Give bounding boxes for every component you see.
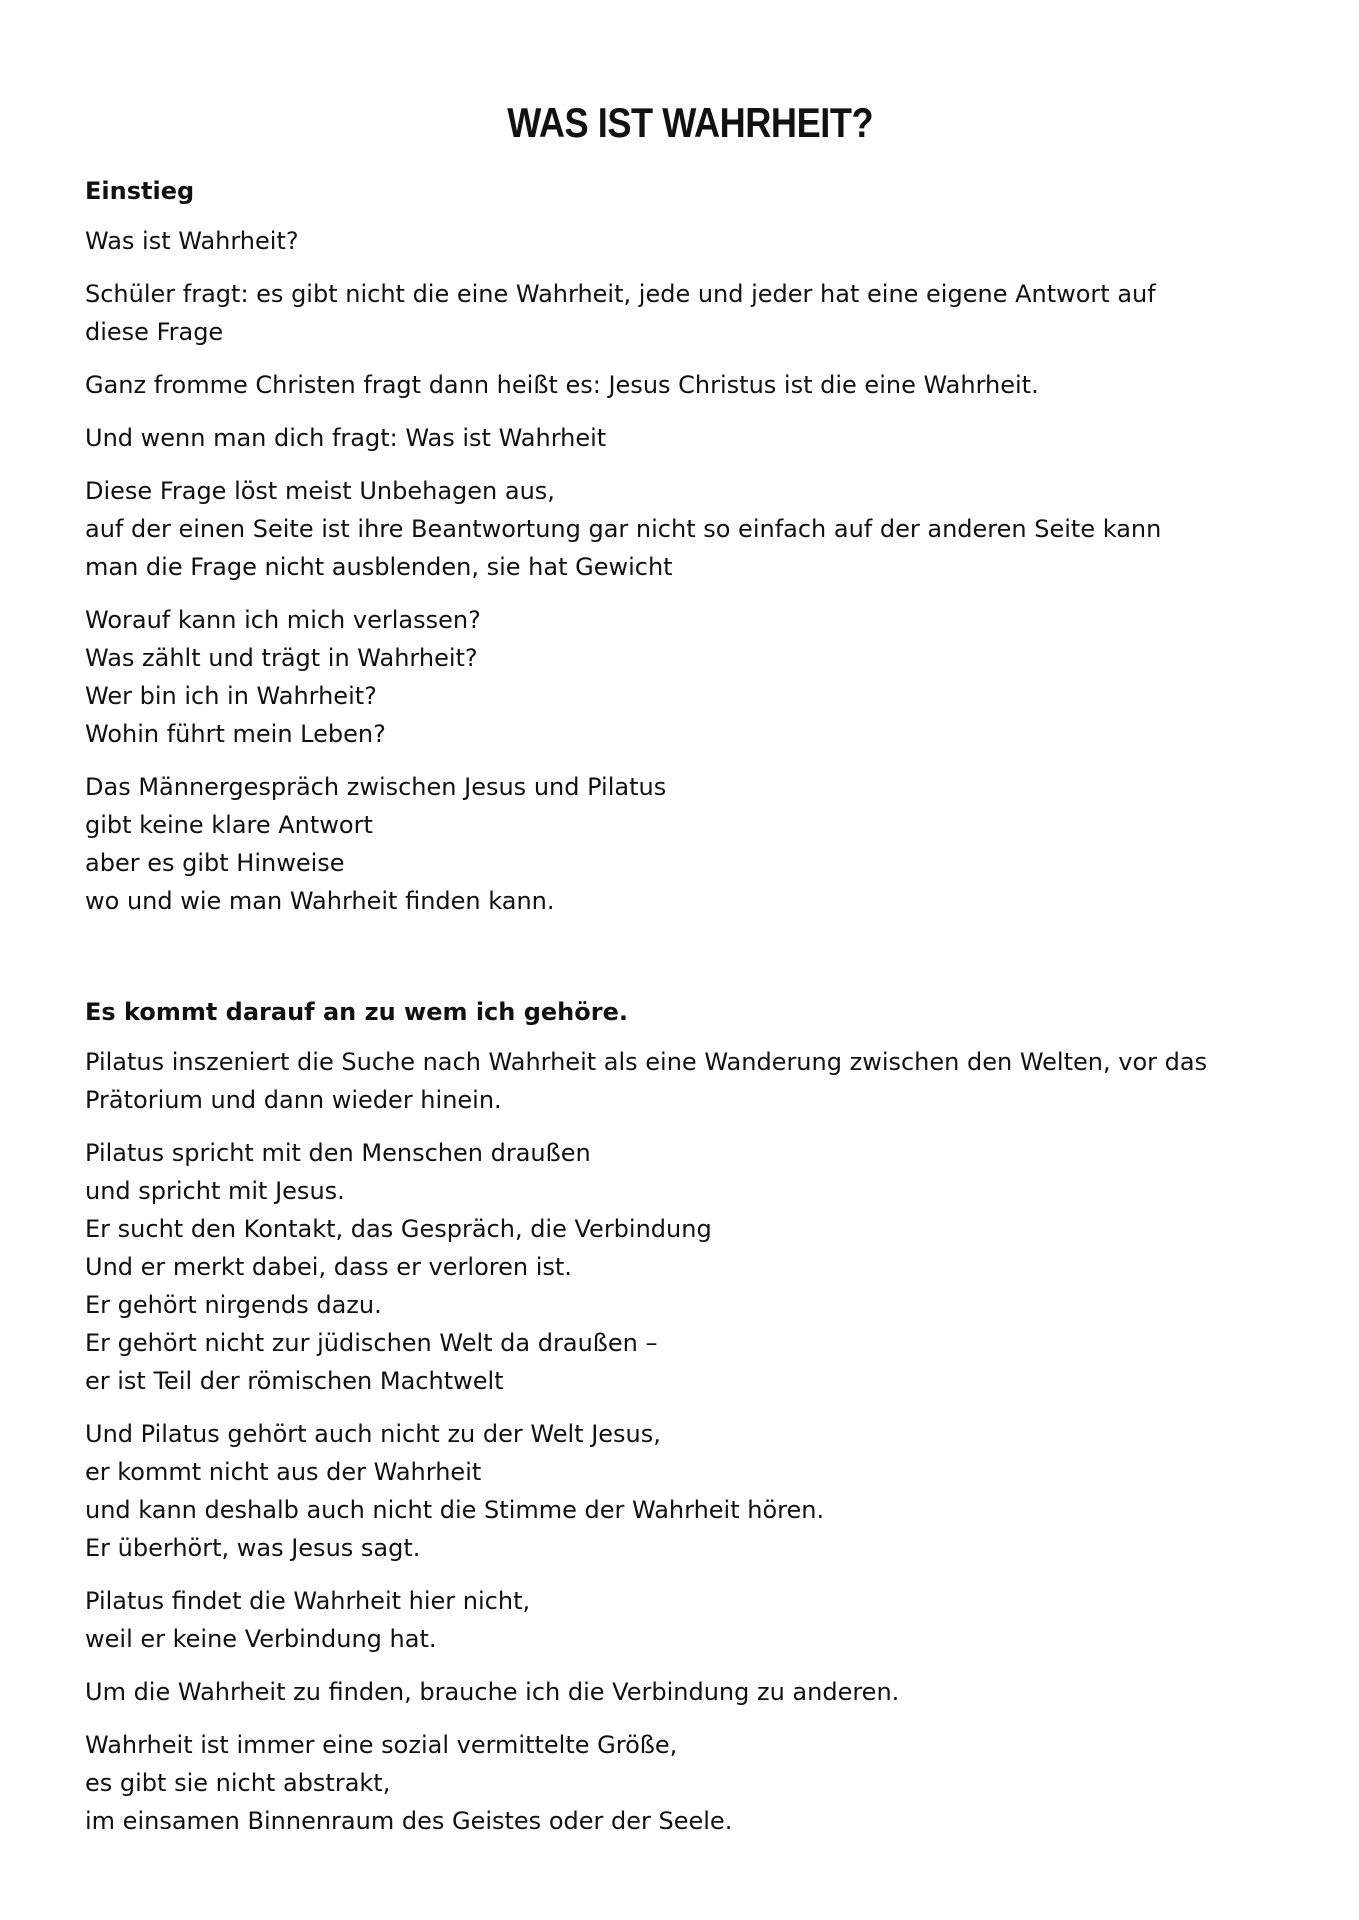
text-line: er ist Teil der römischen Machtwelt	[85, 1367, 504, 1395]
text-line: diese Frage	[85, 318, 224, 346]
text-line: Und wenn man dich fragt: Was ist Wahrheit	[85, 424, 607, 452]
paragraph	[85, 275, 1285, 351]
document-body	[85, 172, 1285, 1840]
text-line: Und er merkt dabei, dass er verloren ist.	[85, 1253, 572, 1281]
text-line: wo und wie man Wahrheit finden kann.	[85, 887, 555, 915]
text-line: gibt keine klare Antwort	[85, 811, 373, 839]
text-line: auf der einen Seite ist ihre Beantwortung gar nicht so einfach auf der anderen Seite kann	[85, 515, 1162, 543]
section-spacer	[85, 935, 1285, 993]
text-line: Schüler fragt: es gibt nicht die eine Wahrheit, jede und jeder hat eine eigene Antwort auf	[85, 280, 1156, 308]
text-line: und kann deshalb auch nicht die Stimme der Wahrheit hören.	[85, 1496, 825, 1524]
text-line: Und Pilatus gehört auch nicht zu der Welt Jesus,	[85, 1420, 661, 1448]
text-line: Pilatus inszeniert die Suche nach Wahrheit als eine Wanderung zwischen den Welten, vor das	[85, 1048, 1208, 1076]
paragraph	[85, 1415, 1285, 1567]
text-line: Diese Frage löst meist Unbehagen aus,	[85, 477, 555, 505]
text-line: Was ist Wahrheit?	[85, 227, 299, 255]
text-line: Wer bin ich in Wahrheit?	[85, 682, 377, 710]
text-line: man die Frage nicht ausblenden, sie hat Gewicht	[85, 553, 673, 581]
text-line: Er gehört nirgends dazu.	[85, 1291, 382, 1319]
paragraph	[85, 472, 1285, 586]
document-page	[85, 96, 1285, 1855]
text-line: Ganz fromme Christen fragt dann heißt es: Jesus Christus ist die eine Wahrheit.	[85, 371, 1039, 399]
paragraph	[85, 1582, 1285, 1658]
section	[85, 993, 1285, 1840]
text-line: Pilatus spricht mit den Menschen draußen	[85, 1139, 591, 1167]
paragraph	[85, 1134, 1285, 1400]
text-line: Er überhört, was Jesus sagt.	[85, 1534, 421, 1562]
section-heading: Einstieg	[85, 177, 195, 205]
text-line: im einsamen Binnenraum des Geistes oder der Seele.	[85, 1807, 733, 1835]
text-line: Wahrheit ist immer eine sozial vermittelte Größe,	[85, 1731, 678, 1759]
text-line: Worauf kann ich mich verlassen?	[85, 606, 481, 634]
paragraph	[85, 601, 1285, 753]
paragraph	[85, 1726, 1285, 1840]
text-line: Er gehört nicht zur jüdischen Welt da draußen –	[85, 1329, 658, 1357]
text-line: Wohin führt mein Leben?	[85, 720, 386, 748]
paragraph	[85, 366, 1285, 404]
text-line: Er sucht den Kontakt, das Gespräch, die Verbindung	[85, 1215, 712, 1243]
text-line: Das Männergespräch zwischen Jesus und Pilatus	[85, 773, 667, 801]
paragraph	[85, 419, 1285, 457]
text-line: und spricht mit Jesus.	[85, 1177, 345, 1205]
text-line: Um die Wahrheit zu finden, brauche ich die Verbindung zu anderen.	[85, 1678, 900, 1706]
text-line: Was zählt und trägt in Wahrheit?	[85, 644, 478, 672]
text-line: er kommt nicht aus der Wahrheit	[85, 1458, 482, 1486]
text-line: Prätorium und dann wieder hinein.	[85, 1086, 502, 1114]
text-line: weil er keine Verbindung hat.	[85, 1625, 437, 1653]
section	[85, 172, 1285, 920]
paragraph	[85, 1043, 1285, 1119]
paragraph	[85, 768, 1285, 920]
paragraph	[85, 1673, 1285, 1711]
section-heading: Es kommt darauf an zu wem ich gehöre.	[85, 998, 628, 1026]
text-line: aber es gibt Hinweise	[85, 849, 345, 877]
text-line: Pilatus findet die Wahrheit hier nicht,	[85, 1587, 531, 1615]
page-title: WAS IST WAHRHEIT?	[507, 99, 874, 146]
paragraph	[85, 222, 1285, 260]
text-line: es gibt sie nicht abstrakt,	[85, 1769, 391, 1797]
